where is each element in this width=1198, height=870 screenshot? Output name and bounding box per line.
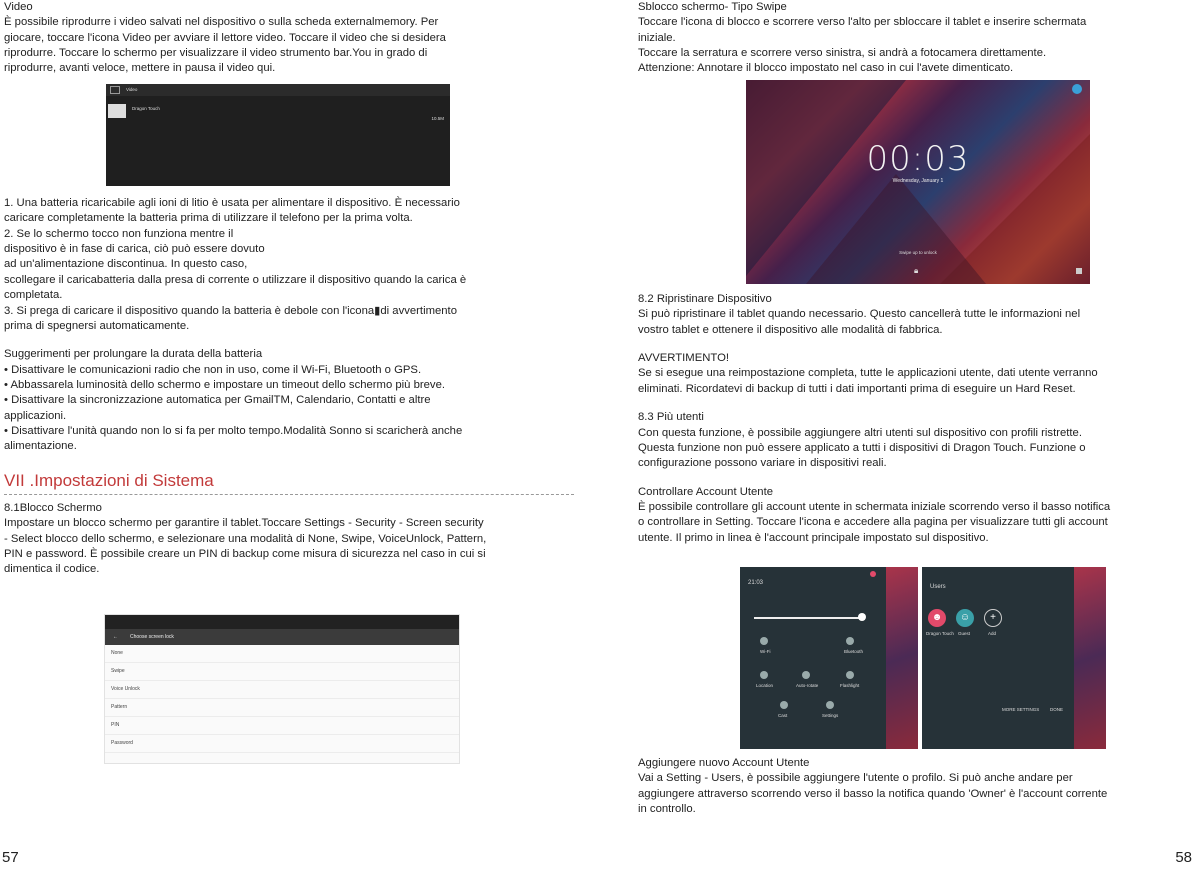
users-line: Questa funzione non può essere applicato a tutti i dispositivi di Dragon Touch. Funzione o	[638, 441, 1086, 454]
lock-option[interactable]	[105, 735, 459, 753]
left-page	[0, 0, 576, 870]
tips-line: • Disattivare le comunicazioni radio che non in uso, come il Wi-Fi, Bluetooth o GPS.	[4, 363, 422, 376]
control-line: o controllare in Setting. Toccare l'icona e accedere alla pagina per visualizzare tutti gli account	[638, 516, 1108, 529]
lock-icon[interactable]: 🔒︎	[914, 266, 919, 275]
battery-line: dispositivo è in fase di carica, ciò può essere dovuto	[4, 243, 265, 256]
lock-option[interactable]	[105, 663, 459, 681]
camera-icon[interactable]	[1076, 268, 1082, 274]
lock-option-label: PIN	[111, 722, 120, 729]
qs-user-icon[interactable]	[870, 571, 876, 577]
lock-option[interactable]	[105, 681, 459, 699]
tips-line: • Disattivare l'unità quando non lo si fa per molto tempo.Modalità Sonno si scaricherà anche	[4, 425, 463, 438]
video-title: Video	[4, 1, 33, 13]
control-line: utente. Il primo in linea è l'account principale impostato sul dispositivo.	[638, 531, 989, 544]
lock-date: Wednesday, January 1	[892, 178, 944, 184]
settings-icon[interactable]	[826, 701, 834, 709]
lock-line: - Select blocco dello schermo, e selezionare una modalità di None, Swipe, VoiceUnlock, Pattern,	[4, 532, 487, 545]
swipe-line: Sblocco schermo- Tipo Swipe	[638, 1, 787, 13]
battery-line: 2. Se lo schermo tocco non funziona mentre il	[4, 227, 234, 240]
lock-option-label: Swipe	[111, 668, 125, 675]
screen-lock-header-title: Choose screen lock	[130, 633, 174, 640]
reset-section	[638, 292, 1198, 546]
user-avatar-icon[interactable]	[1072, 84, 1082, 94]
qs-time: 21:03	[748, 580, 764, 586]
user-label: Dragon Touch	[926, 631, 954, 636]
qs-tile-label: Settings	[822, 713, 839, 718]
swipe-line: iniziale.	[638, 31, 676, 44]
quick-settings-screenshot	[740, 567, 918, 749]
lock-option-label: Voice Unlock	[111, 686, 140, 693]
brightness-slider[interactable]	[754, 617, 864, 619]
add-line: aggiungere attraverso scorrendo verso il basso la notifica quando 'Owner' è l'account corrente	[638, 787, 1108, 800]
users-line: 8.3 Più utenti	[638, 411, 704, 424]
battery-line: completata.	[4, 289, 63, 302]
lock-line: PIN e password. È possibile creare un PIN di backup come misura di sicurezza nel caso in cui si	[4, 547, 486, 560]
video-app-title: Video	[126, 86, 138, 92]
add-line: Aggiungere nuovo Account Utente	[638, 757, 810, 769]
reset-line: Si può ripristinare il tablet quando necessario. Questo cancellerà tutte le informazioni nel	[638, 308, 1081, 321]
battery-line: ad un'alimentazione discontinua. In questo caso,	[4, 258, 248, 271]
swipe-line: Toccare la serratura e scorrere verso sinistra, si andrà a fotocamera direttamente.	[638, 47, 1047, 60]
tips-line: alimentazione.	[4, 440, 77, 453]
users-panel-screenshot	[922, 567, 1106, 749]
status-bar	[105, 615, 459, 629]
page-number: 58	[1175, 848, 1192, 866]
screen-lock-screenshot	[104, 614, 460, 764]
location-icon[interactable]	[760, 671, 768, 679]
brightness-slider-knob[interactable]	[858, 613, 866, 621]
user-label: Add	[988, 631, 997, 636]
battery-line: 3. Si prega di caricare il dispositivo quando la batteria è debole con l'icona▮di avvertimento	[4, 304, 457, 317]
qs-tile-label: Auto-rotate	[796, 683, 819, 688]
lock-screen-screenshot	[746, 80, 1090, 284]
user-avatar-icon[interactable]: ☻	[928, 609, 946, 627]
users-title: Users	[930, 584, 946, 590]
lock-line: 8.1Blocco Schermo	[4, 501, 102, 514]
add-account-section	[638, 756, 1198, 817]
qs-tile-label: Wi-Fi	[760, 649, 771, 654]
warning-line: Se si esegue una reimpostazione completa, tutte le applicazioni utente, dati utente verranno	[638, 367, 1098, 380]
control-line: Controllare Account Utente	[638, 485, 774, 498]
swipe-section	[638, 0, 1198, 77]
video-app-icon	[110, 86, 120, 94]
swipe-line: Toccare l'icona di blocco e scorrere verso l'alto per sbloccare il tablet e inserire schermata	[638, 16, 1087, 29]
swipe-hint: Swipe up to unlock	[899, 250, 937, 255]
video-line: riprodurre, avanti veloce, mettere in pausa il video qui.	[4, 62, 276, 75]
warning-line: eliminati. Ricordatevi di backup di tutti i dati importanti prima di eseguire un Hard Reset.	[638, 382, 1076, 395]
qs-tile-label: Location	[756, 683, 774, 688]
battery-line: 1. Una batteria ricaricabile agli ioni di litio è usata per alimentare il dispositivo. È necessario	[4, 197, 460, 209]
battery-line: prima di spegnersi automaticamente.	[4, 319, 190, 332]
qs-tile-label: Flashlight	[840, 683, 860, 688]
page-number: 57	[2, 848, 19, 866]
video-line: È possibile riprodurre i video salvati nel dispositivo o sulla scheda externalmemory. Per	[4, 16, 439, 29]
battery-line: caricare completamente la batteria prima di utilizzare il telefono per la prima volta.	[4, 212, 413, 225]
lock-option[interactable]	[105, 717, 459, 735]
tips-line: applicazioni.	[4, 409, 67, 422]
lock-clock: 00:03	[866, 139, 970, 179]
reset-line: 8.2 Ripristinare Dispositivo	[638, 293, 772, 305]
wifi-icon[interactable]	[760, 637, 768, 645]
back-arrow-icon[interactable]: ←	[113, 633, 118, 640]
swipe-line: Attenzione: Annotare il blocco impostato nel caso in cui l'avete dimenticato.	[638, 62, 1014, 75]
lock-option-label: Password	[111, 740, 133, 747]
add-line: in controllo.	[638, 803, 696, 816]
users-line: configurazione possono variare in dispositivi reali.	[638, 457, 887, 470]
user-label: Guest	[958, 631, 971, 636]
tips-line: Suggerimenti per prolungare la durata della batteria	[4, 348, 263, 361]
section-title: VII .Impostazioni di Sistema	[4, 469, 574, 495]
tips-line: • Disattivare la sincronizzazione automatica per GmailTM, Calendario, Contatti e altre	[4, 394, 431, 407]
lock-option[interactable]	[105, 645, 459, 663]
lock-option[interactable]	[105, 699, 459, 717]
flashlight-icon[interactable]	[846, 671, 854, 679]
more-settings-button[interactable]: MORE SETTINGS	[1002, 707, 1040, 712]
lock-option-label: Pattern	[111, 704, 128, 711]
video-thumbnail[interactable]	[108, 104, 126, 118]
cast-icon[interactable]	[780, 701, 788, 709]
battery-line: scollegare il caricabatteria dalla presa di corrente o utilizzare il dispositivo quando la carica è	[4, 273, 467, 286]
done-button[interactable]: DONE	[1050, 707, 1064, 712]
lock-option-label: None	[111, 650, 123, 657]
video-line: giocare, toccare l'icona Video per avviare il lettore video. Toccare il video che si desidera	[4, 31, 446, 44]
qs-tile-label: Cast	[778, 713, 788, 718]
rotate-icon[interactable]	[802, 671, 810, 679]
add-line: Vai a Setting - Users, è possibile aggiungere l'utente o profilo. Si può anche andare per	[638, 772, 1073, 785]
guest-avatar-icon[interactable]: ☺	[956, 609, 974, 627]
tips-line: • Abbassarela luminosità dello schermo e impostare un timeout dello schermo più breve.	[4, 378, 445, 391]
video-line: riprodurre. Toccare lo schermo per visualizzare il video strumento bar.You in grado di	[4, 47, 428, 60]
bluetooth-icon[interactable]	[846, 637, 854, 645]
battery-section	[4, 196, 574, 578]
video-app-bar	[106, 84, 450, 96]
reset-line: vostro tablet e ottenere il dispositivo alle modalità di fabbrica.	[638, 323, 943, 336]
lock-line: Impostare un blocco schermo per garantire il tablet.Toccare Settings - Security - Screen security	[4, 517, 484, 530]
warning-line: AVVERTIMENTO!	[638, 352, 730, 365]
lock-line: dimentica il codice.	[4, 563, 100, 576]
video-section	[4, 0, 574, 77]
video-item-size: 10.5M	[431, 116, 444, 121]
add-user-icon[interactable]: +	[984, 609, 1002, 627]
video-app-screenshot	[106, 84, 450, 186]
qs-tile-label: Bluetooth	[844, 649, 864, 654]
screen-lock-header	[105, 629, 459, 645]
users-line: Con questa funzione, è possibile aggiungere altri utenti sul dispositivo con profili ristrette.	[638, 426, 1082, 439]
video-item-name[interactable]: Dragon Touch	[132, 106, 160, 111]
control-line: È possibile controllare gli account utente in schermata iniziale scorrendo verso il basso notifica	[638, 500, 1111, 513]
right-page	[632, 0, 1198, 870]
